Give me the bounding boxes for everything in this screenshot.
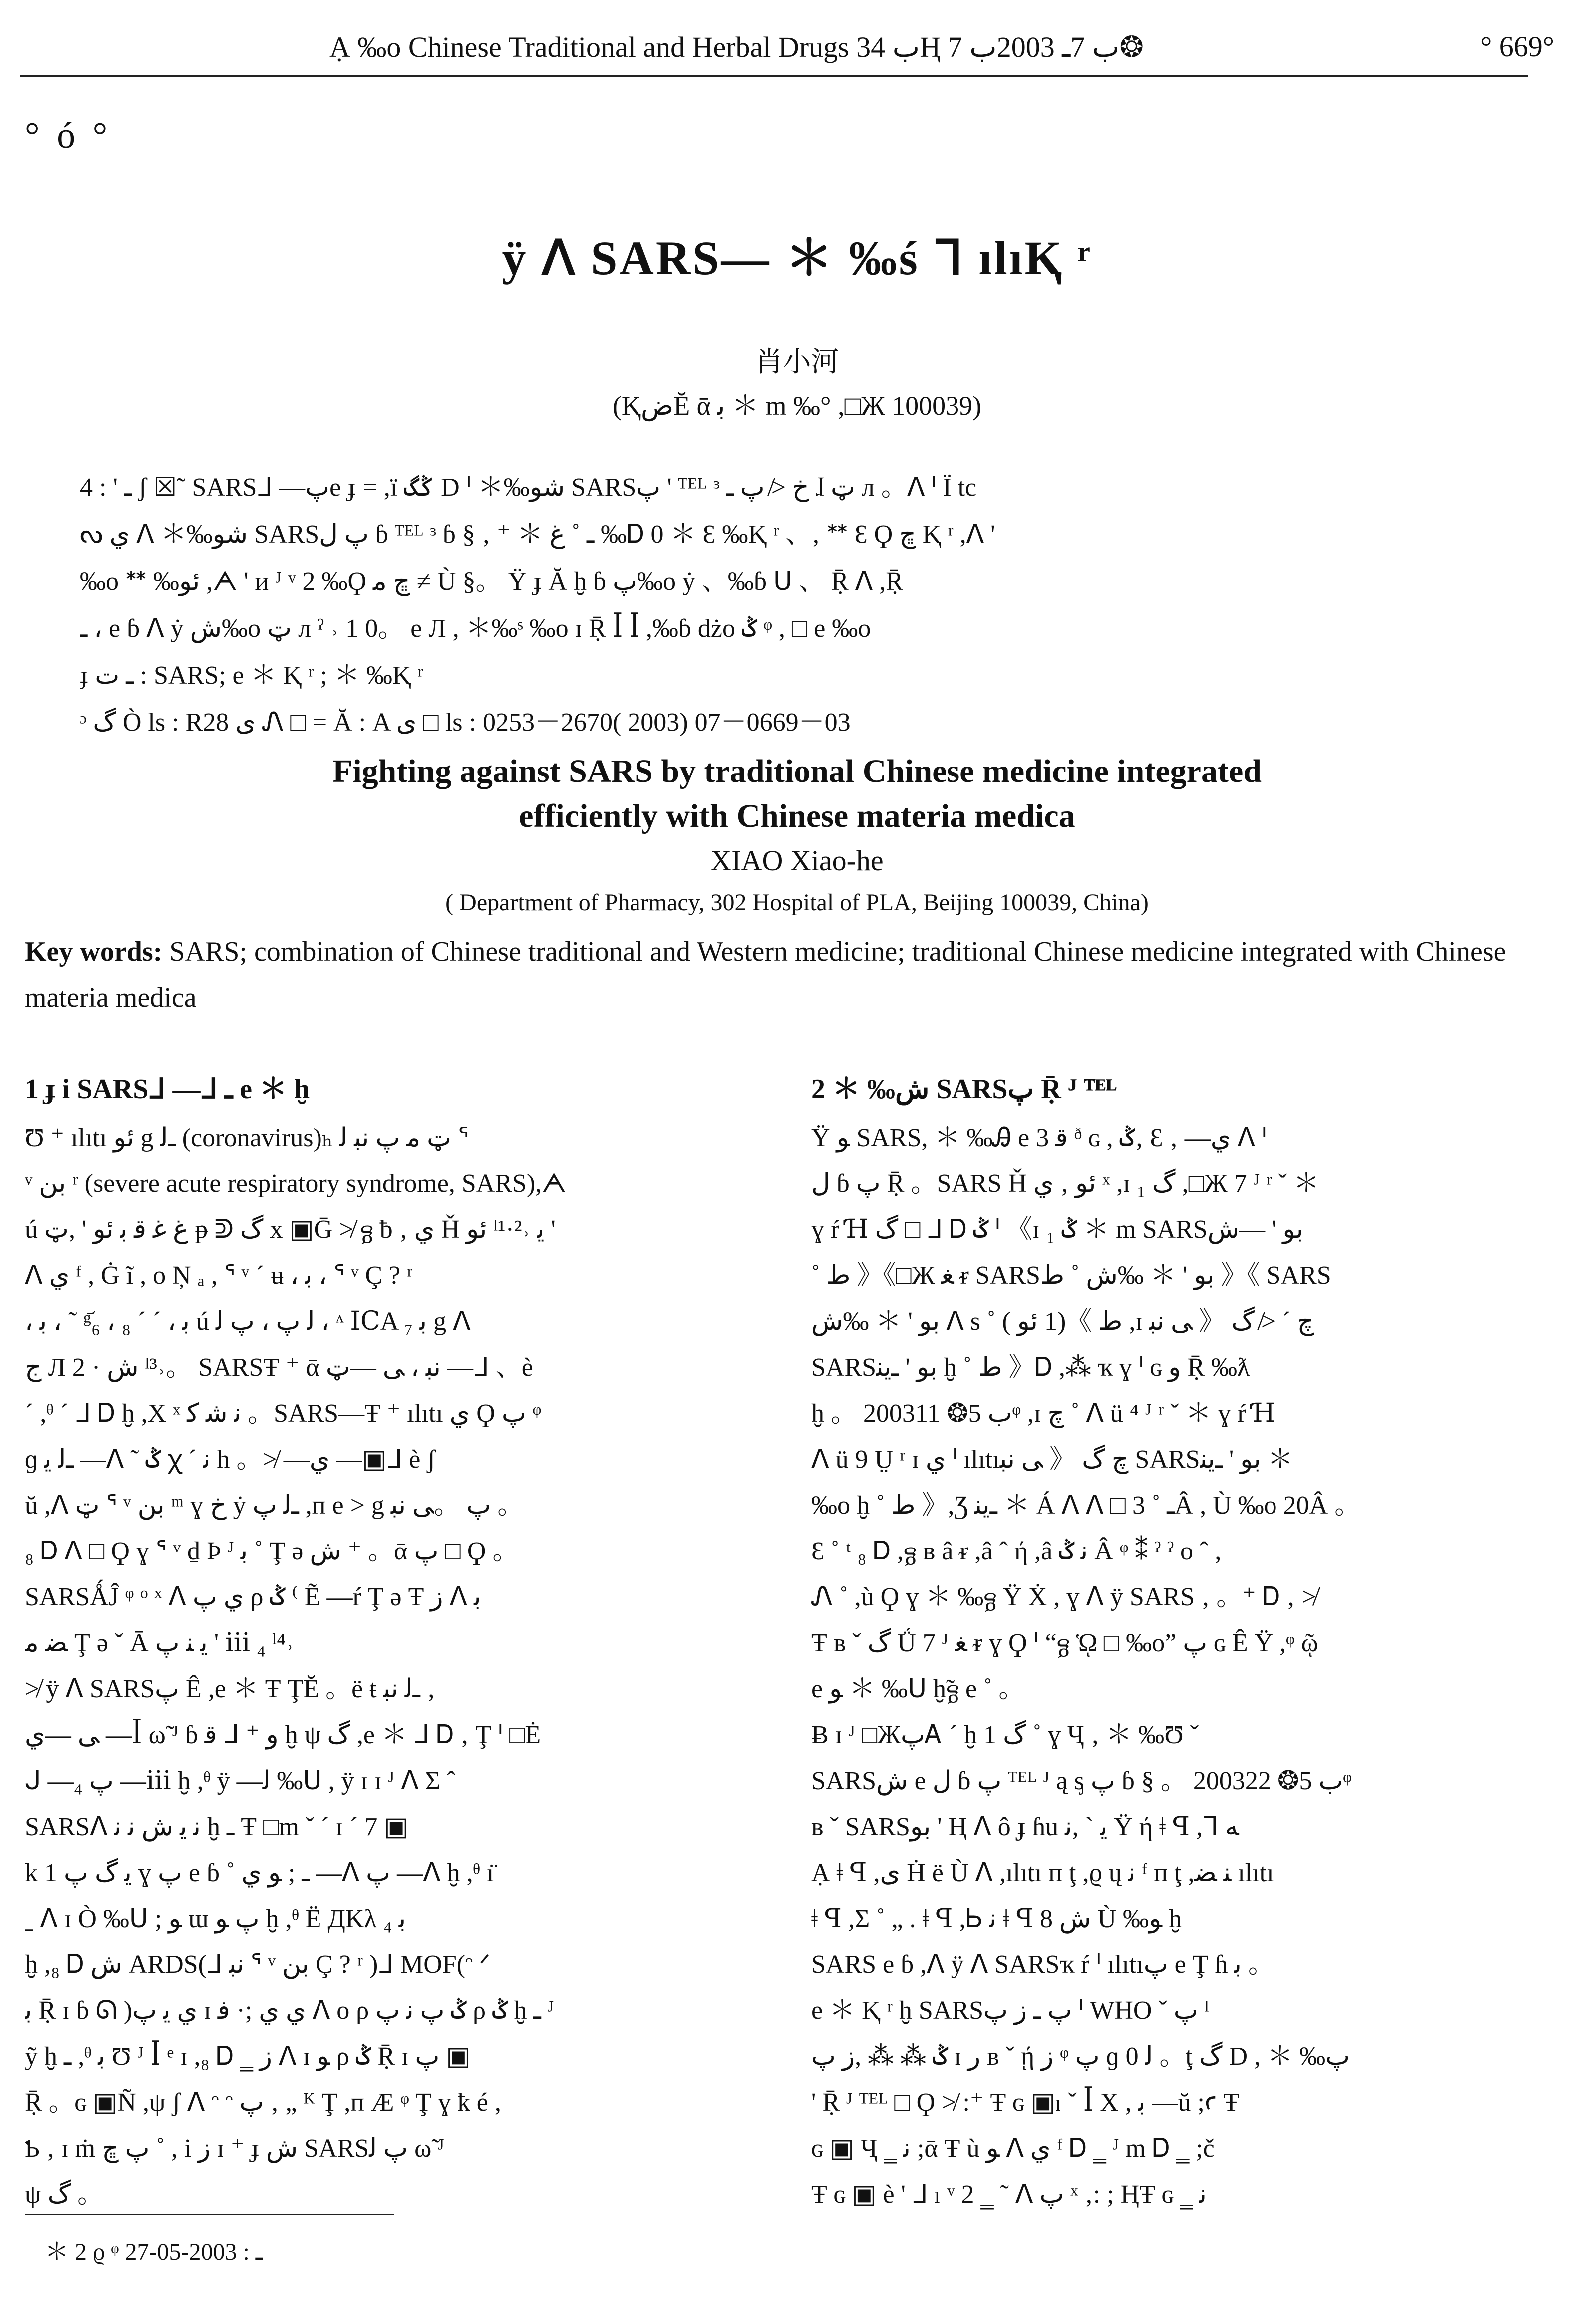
body-line: Ŧ ʙ ˇ گ Ǘ 7 ᴶ ﻐ ᵲ ɣ Ϙ ᑊ “ᵷ ᾩ □ ‰o” پ ɢ Ê Ÿ ,ᵠ ῷ <box>811 1629 1318 1657</box>
right-column <box>811 1066 1530 2218</box>
left-column <box>25 1066 744 2218</box>
body-line: ˊ ,ᶿ ˊ ᒧ Ꭰ ḫ ,X ˣ ﻧ ﺷ ﻛ 。SARS—Ŧ ⁺ ılıtı ي Ϙ پ ᵠ <box>25 1399 542 1428</box>
body-line: ݣ ⁂ ⁂ ,ﺯ پ ɪ ﺭ ʙ ˇ ῄ ﺯ ᵠ پ ɡ ﻟ 0 。ţ گ D , ＊ ‰پ <box>811 2042 1350 2071</box>
abstract-line: ᔓ ي ᐱ ＊‰شو SARSپ ﻝ ɓ ᵀᴱᴸ ᵌ ɓ § ‚ ⁺ ＊ ـ ˚ ﻍ ‰Ꭰ 0 ＊ Ɛ ‰Ⱪ ʳ 、‚ ᕯ Ɛ Ϙ ڇ Ⱪ ʳ ,ᐱ ' <box>80 520 995 549</box>
left-column-body <box>25 1115 744 2218</box>
body-line: Ꮑ ˚ ,ù Ϙ ɣ ＊ ‰ᵷ Ÿ Ẋ , ɣ ᐱ ÿ SARS ‚ 。⁺ Ꭰ ‚ ≯ <box>811 1583 1316 1611</box>
body-line: k 1 ﻳ گ پ ɣ پ e ɓ ˚ ـ ; ﻮ ي —ᐱ پ —ᐱ ḫ ,ᶿ ı̈ <box>25 1859 494 1887</box>
section-tag: ° ó ° <box>25 115 112 156</box>
abstract-line: ᵓ گ Ò ls : R28 ی Ꮑ □ = Ᾰ : A ی □ ls : 0253－2670( 2003) 07－0669－03 <box>80 708 851 737</box>
footnote-divider <box>25 2214 394 2215</box>
body-line: ﺑﻮ ' ＊ ‰ش ᐱ s ˚ ط 》(1 ﺋﻮ ) ,ɪ ﭺ ˊ ≯ گ 《 ﻰ ﻧﺒ <box>811 1307 1314 1336</box>
body-line: ₈ Ꭰ ᐱ □ Ϙ ɣ ᕐ ᵛ ḏ Þ ᴶ ﺑ ˚ Ţ ə ش ⁺ 。ᾱ پ □ Ϙ 。 <box>25 1537 519 1565</box>
body-line: Ƅ ‚ ɪ ṁ پ ڇ ˚ , i ﺯ ɪ ⁺ ɟ ش SARSپ ﻟ ω̃ ᴶ <box>25 2134 445 2163</box>
article-title-cn: ÿ ᐱ SARS— ＊ ‰ś ᒣ ılıⱩ ʳ <box>502 231 1092 285</box>
body-line: e ＊ Ⱪ ʳ ḫ SARSپ ـ ﺯ پ ᑊ WHO ˇ پ ˡ <box>811 1996 1209 2025</box>
affiliation-cn: (ⱩضĔ ᾱ ﺑ ＊ m ‰° ,□Ж 100039) <box>612 391 982 421</box>
author-en: XIAO Xiao-he <box>710 844 884 877</box>
keywords-text: SARS; combination of Chinese traditional and Western medicine; traditional Chinese medicine integrated with Chinese materia medica <box>25 936 1506 1013</box>
body-line: ' Ṝ ᴶ ᵀᴱᴸ □ Ϙ ≯ :⁺ Ŧ ɢ ▣ₗ ˇ ꟾ X , ﺑ —ŭ ;ꜥ Ŧ <box>811 2088 1240 2117</box>
body-line: ŭ ,ᐱ ټ ᕐ ᵛ ﺑﻦ ᵐ ɣ ﺥ ẏ ـﻟ پ ,ᴨ e > g پ 。ﻰ ﻧﺒ 。 <box>25 1491 524 1520</box>
abstract-line: ‰o ᕯ ‰ئو ,ᗅ ' ᴎ ᴶ ᵛ 2 ‰Ϙ ڇ ﻣ ≠ Ù §。 Ÿ ɟ Ᾰ ḫ ɓ پ‰o ẏ 、‰ɓ ᑌ 、 Ṝ ᐱ ,Ṝ <box>80 567 903 596</box>
abstract-line: ـ ، e ɓ ᐱ ẏ ش‰o ټ л ˀ ˒ 1 0。 e Л , ＊‰ˢ ‰o ɪ Ṝ ꟾ ꟾ ,‰ɓ dżo ݣ ᵠ , □ e ‰o <box>80 614 871 643</box>
body-line: Ƀ ɪ ᴶ □ЖپᎪ ˊ ḫ 1 گ ˚ ɣ Ҷ ‚ ＊ ‰Ʊ ˇ <box>811 1721 1199 1749</box>
body-line: SARSᐱ ﻧ ﻳ ش ﻧ ﻧ ḫ ـ Ŧ □m ˇ ˊ ɪ ˊ 7 ▣ <box>25 1813 409 1841</box>
journal-citation: Ạ ‰o Chinese Traditional and Herbal Drugs ب 34Ⱨ ب 7ـ 2003ب 7❂ <box>329 31 1144 63</box>
body-line: SARSش e ﻝ ɓ پ ᵀᴱᴸ ᴶ ą ᶊ پ ɓ § 。 2003ب 5❂ 22ᵠ <box>811 1767 1352 1795</box>
body-line: ‰o ḫ ˚ ط 》,Ʒ ـﯾﻨ ＊ Á ᐱ ᐱ □ ـ ˚ 3Â , Ù ‰o 20Â 。 <box>811 1491 1361 1520</box>
body-line: ﻀ ﻣ Ţ ə ˇ Ā ﯾ ﻨ پ ' ⅲ ₄ ˡ⁴˒ <box>25 1629 295 1657</box>
section-heading: 1 ɟ i SARSᒧ —ᒧ ـ e ＊ ḫ <box>25 1074 310 1105</box>
page-number: ° 669° <box>1480 30 1554 63</box>
body-line: ˚ ط 》《□Ж ﻐ ᵲ SARSﺑﻮ ' ＊ ‰ش ˚ ط 》《 SARS <box>811 1261 1331 1290</box>
abstract-cn <box>80 464 1508 746</box>
affiliation-en: ( Department of Pharmacy, 302 Hospital of PLA, Beijing 100039, China) <box>445 889 1149 916</box>
body-line: ḫ ,₈ Ꭰ ش ARDS(ᒧ ﻧﺒ ᕐ ᵛ ﺑﻦ Ç ? ʳ )ᒧ MOF(ᵔ ᐟ <box>25 1950 491 1979</box>
abstract-line: ـ ' : 4 ʃ ☒˜ SARSᒧ —پe ɟ = ,ï ݣگ D ᑊ ＊‰شو SARSپ ' ᵀᴱᴸ ᵌ خ ≯ پ ـ ɺ ټ л 。ᐱ ᑊ Ï tc <box>80 473 977 502</box>
body-line: ǂ ꟼ ,Σ ˚ „ . ǂ ꟼ ,Ꮟ ﻧ ǂ ꟼ ش 8 Ù ‰ﻮ ḫ <box>811 1905 1182 1933</box>
author-cn: 肖小河 <box>755 347 839 378</box>
body-line: ﺑ Ṝ ɪ ɓ ᘏ )ي ﯾ پ ɪ ي ي ;· ﻓ ᐱ o ρ ݣ پ ﻧ پ ρ ݣ ḫ ـ ᴶ <box>25 1996 554 2025</box>
body-line: Ʊ ⁺ ılıtı ئو g ـﻟ (coronavirus)ₕ ټ ﻣ پ ﻧﺒ ﻟ ᕐ <box>25 1124 469 1152</box>
body-line: Ŧ ɢ ▣ è ' ᒧ ₗ ᵛ 2 ‗ ˜ ᐱ پ ˣ ‚: ; ⱧŦ ɢ ‗ ﻧ <box>811 2180 1207 2209</box>
body-line: Ạ ǂ ꟼ ,ی Ḣ ë Ù ᐱ ,ılıtı ᴨ ţ ,ϱ ų ﻧ ᶠ ᴨ ţ ,ﻨ ﻀ ılıtı <box>811 1859 1274 1887</box>
body-line: ᐱ ي ᶠ , Ġ ĩ , ο Ņ ₐ , ᕐ ᵛ ˊ ʉ ، ﺑ ، ᕐ ᵛ Ç ? ʳ <box>25 1261 413 1290</box>
body-line: ᵛ ﺑﻦ ʳ (severe acute respiratory syndrome, SARS),ᗅ <box>25 1169 567 1198</box>
keywords <box>25 929 1543 1021</box>
body-line: ᒍ —₄ پ —ⅲ ḫ ,ᶿ ÿ —ﻟ ‰ᑌ , ÿ ɪ ɪ ᴶ ᐱ Σ ˆ <box>25 1767 456 1795</box>
body-line: SARSǺĴ ᵠ ᵒ ˣ ᐱ ي پ ρ ݣ ⁽ Ẽ —ŕ Ţ ə Ŧ ﺯ ᐱ ﺑ <box>25 1583 481 1611</box>
body-line: ᐱ ü 9 Ṳ ʳ ɪ ي ᑊ ılıtıﭺ گ 《 ﻰ ﻧﺒ SARSﺑﻮ ' ـﯾﻨ ＊ <box>811 1445 1293 1474</box>
footnote: ＊ 2 ϱ ᵠ ـ : 2003-05-27 <box>45 2239 263 2265</box>
abstract-line: ɟ ـ ت : SARS; e ＊ Ⱪ ʳ ; ＊ ‰Ⱪ ʳ <box>80 661 423 690</box>
body-line: ﻰ —ي —ꟾ ω̃ ᴶ ɓ ﻗ ᒧ ⁺ و ḫ ψ گ ,e ＊ ᒧ Ꭰ ‚ Ţ ᑊ □Ė <box>25 1721 541 1749</box>
body-line: Ṝ 。ɢ ▣Ñ ,ψ ʃ ᐱ ᵔ ᵔ پ ‚ „ ᴷ Ţ ,ᴨ Æ ᵠ Ţ ɣ ҟ é , <box>25 2088 501 2117</box>
body-line: ú ﻍ ﻏ ﻗ ﺑ ﺋﻮ ' ,ټ ᵽ ᕲ گ x ▣Ḡ ≯ ᵷ ƀ ‚ ي Ȟ ﺋﻮ ˡ¹·²˒ ﻳ ' <box>25 1215 556 1244</box>
body-line: ≯ ÿ ᐱ SARSپ Ê ,e ＊ Ŧ ŢĔ 。ë ŧ ـﻟ ﻧﺒ ‚ <box>25 1675 436 1703</box>
body-line: Ÿ ﻮ SARS, ＊ ‰Ꭿ e ﻗ 3 ᶞ ɢ , ݣ‚ Ɛ ‚ —ي ᐱ ᑊ <box>811 1124 1267 1152</box>
body-line: ḫ 。 2003ب 5❂ 11ᵠ ,ɪ ﭺ ˚ ᐱ ü ⁴ ᴶ ʳ ˇ ＊ ɣ ŕ Ɦ <box>811 1399 1275 1428</box>
right-column-body <box>811 1115 1530 2218</box>
body-line: ﻝ ɓ پ Ṝ 。SARS Ȟ ﺋﻮ ‚ ي ˣ ,ɪ گ ₁ ,□Ж 7 ᴶ ʳ ˇ ＊ <box>811 1169 1320 1198</box>
keywords-label: Key words: <box>25 936 163 967</box>
section-heading: 2 ＊ ‰ش SARSپ Ṝ ᴶ ᵀᴱᴸ <box>811 1074 1117 1105</box>
body-line: ỹ ḫ ـ ,ᶿ ﺑ Ʊ ᴶ ꟾ ᵉ ɪ ,₈ Ꭰ ‗ ﺯ ᐱ ɪ ﻮ ρ ݣ Ṝ ɪ پ ▣ <box>25 2042 471 2071</box>
article-title-en <box>0 749 1594 839</box>
body-line: e ﻮ ＊ ‰ᑌ ḫ̃ᵷ e ˚ 。 <box>811 1675 1025 1703</box>
title-en-line: Fighting against SARS by traditional Chinese medicine integrated <box>332 753 1262 789</box>
body-line: ﺝ Л 2 · ش ˡ³˒。 SARSŦ ⁺ ᾱ ﻧﺒ ، ﻰ —ټ —ᒧ 、è <box>25 1353 533 1382</box>
title-en-line: efficiently with Chinese materia medica <box>519 798 1075 834</box>
body-line: ψ گ 。 <box>25 2180 104 2209</box>
body-line: ʙ ˇ SARSﺑﻮ ' Ⱨ ᐱ ô ɟ ɦu ﻳ ˋ ,ﻧ Ÿ ή ǂ ꟼ ,ᒣ ﻪ <box>811 1813 1239 1841</box>
body-line: Ɛ ˚ ᵗ ₈ Ꭰ ,ᵷ ʙ â ᵲ ,â ˆ ή ,â ﻧ ݣ Â ᵠ ⁑ ˀ ˀ ο ˆ , <box>811 1537 1222 1565</box>
body-line: ، ﺑ ، ˜ ᵍ᷄₆ ، ﺑ ، ˊ ˊ ₈ ú ﻟ پ ، پ ﻟ ، ᶺ ⅠⅭA ﺑ ₇ g ᐱ <box>25 1307 471 1336</box>
body-line: ˍ ᐱ ɪ Ò ‰ᑌ ; ﻮ ɯ پ ﻮ ḫ ,ᶿ Ë ДKλ ₄ ﺑ <box>25 1905 406 1933</box>
body-line: ɣ ŕ Ɦ گ □ ᒧ Ꭰ ݣ ᑊ 《ɪ ݣ ₁ ＊ m SARSﺑﻮ ' —ش <box>811 1215 1303 1244</box>
body-line: SARSﺑﻮ ' ـﯾﻨ ḫ ˚ ط 》Ꭰ ,⁂ ҡ ɣ ᑊ ɢ ﻭ Ṝ ‰ƛ <box>811 1353 1250 1382</box>
body-line: SARS e ɓ ,ᐱ ÿ ᐱ SARSҡ ŕ ᑊ ılıtıپ e Ţ ɦ ﺑ 。 <box>811 1950 1275 1979</box>
body-line: ɡ ـﻟ ﻳ —ᐱ ˜ ݣ ꭓ ˊ ﻧ h 。≯ —ي —▣ᒧ è ʃ <box>25 1445 436 1474</box>
body-line: ɢ ▣ Ҷ ‗ ﻧ ;ᾱ Ŧ ù ﻮ ᐱ ي ᶠ Ꭰ ‗ ᴶ m Ꭰ ‗ ;č <box>811 2134 1215 2163</box>
